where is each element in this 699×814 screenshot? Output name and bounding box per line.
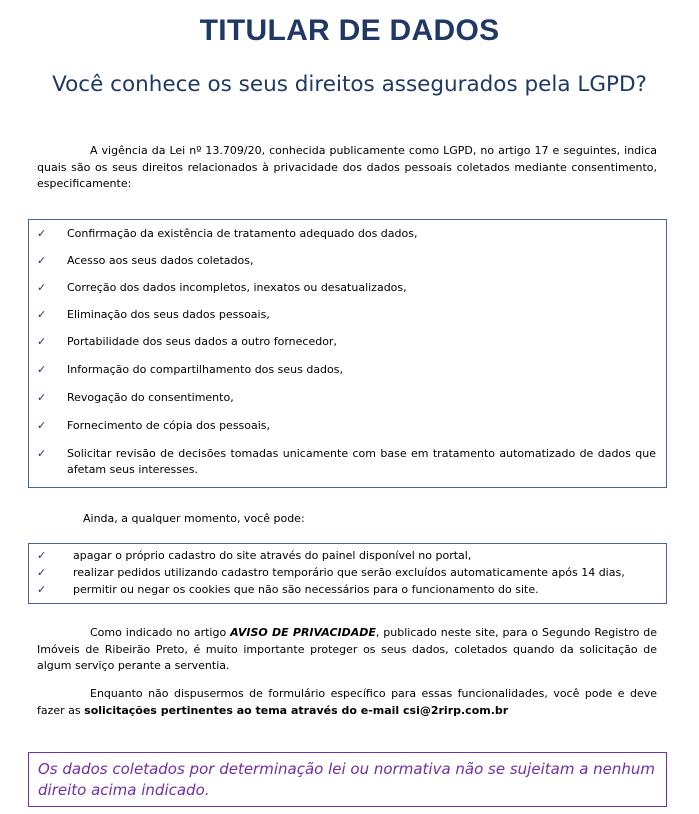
checkmark-icon: ✓ <box>37 447 47 460</box>
checkmark-icon: ✓ <box>37 308 47 321</box>
checkmark-icon: ✓ <box>37 549 47 562</box>
page-subtitle: Você conhece os seus direitos assegurados pela LGPD? <box>52 72 647 97</box>
checkmark-icon: ✓ <box>37 566 47 579</box>
list-item-text: apagar o próprio cadastro do site através do painel disponível no portal, <box>73 549 472 562</box>
checkmark-icon: ✓ <box>37 391 47 404</box>
intro-paragraph: A vigência da Lei nº 13.709/20, conhecida publicamente como LGPD, no artigo 17 e seguintes, indica quais são os seus direitos relacionados à privacidade dos dados pessoais coletados mediante consentimento, especificamente: <box>37 144 657 190</box>
list-item-text: realizar pedidos utilizando cadastro temporário que serão excluídos automaticamente após 14 dias, <box>73 566 625 579</box>
page-title: TITULAR DE DADOS <box>199 14 500 47</box>
checkmark-icon: ✓ <box>37 363 47 376</box>
checkmark-icon: ✓ <box>37 583 47 596</box>
checkmark-icon: ✓ <box>37 281 47 294</box>
contact-text: Enquanto não dispusermos de formulário específico para essas funcionalidades, você pode e deve fazer as <box>37 687 657 717</box>
list-item-text: Eliminação dos seus dados pessoais, <box>67 308 270 321</box>
list-item-text: Acesso aos seus dados coletados, <box>67 254 254 267</box>
privacy-text-after: , publicado neste site, para o Segundo Registro de Imóveis de Ribeirão Preto, é muito importante proteger os seus dados, coletados quando da solicitação de algum serviço perante a serventia. <box>37 626 657 672</box>
checkmark-icon: ✓ <box>37 335 47 348</box>
list-item-text: Fornecimento de cópia dos pessoais, <box>67 419 271 432</box>
rights-list <box>28 219 667 488</box>
checkmark-icon: ✓ <box>37 254 47 267</box>
list-item-text: Solicitar revisão de decisões tomadas unicamente com base em tratamento automatizado de dados que afetam seus interesses. <box>67 447 656 476</box>
privacy-notice-title: AVISO DE PRIVACIDADE <box>230 626 376 639</box>
contact-email-text: solicitações pertinentes ao tema através do e-mail csi@2rirp.com.br <box>84 703 509 717</box>
privacy-paragraph <box>37 625 657 675</box>
list-item-text: permitir ou negar os cookies que não são necessários para o funcionamento do site. <box>73 583 539 596</box>
disclaimer-note: Os dados coletados por determinação lei ou normativa não se sujeitam a nenhum direito acima indicado. <box>28 752 667 807</box>
list-item-text: Revogação do consentimento, <box>67 391 234 404</box>
actions-list <box>28 543 667 604</box>
list-item-text: Correção dos dados incompletos, inexatos ou desatualizados, <box>67 281 407 294</box>
checkmark-icon: ✓ <box>37 227 47 240</box>
anytime-paragraph: Ainda, a qualquer momento, você pode: <box>83 512 305 525</box>
contact-paragraph <box>37 686 657 719</box>
list-item-text: Portabilidade dos seus dados a outro fornecedor, <box>67 335 337 348</box>
privacy-text-before: Como indicado no artigo <box>90 626 231 639</box>
list-item-text: Confirmação da existência de tratamento adequado dos dados, <box>67 227 418 240</box>
list-item-text: Informação do compartilhamento dos seus dados, <box>67 363 343 376</box>
checkmark-icon: ✓ <box>37 419 47 432</box>
